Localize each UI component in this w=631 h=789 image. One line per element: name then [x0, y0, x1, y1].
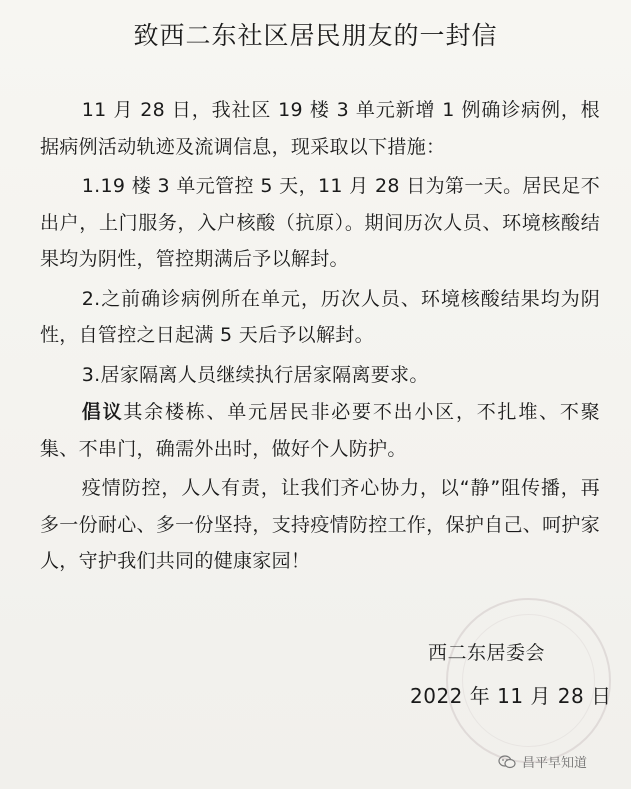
signature-committee: 西二东居委会	[428, 642, 546, 664]
letter-title: 致西二东社区居民朋友的一封信	[133, 21, 498, 50]
proposal-lead: 倡议	[81, 401, 124, 423]
paragraph-closing: 疫情防控，人人有责，让我们齐心协力，以“静”阻传播，再多一份耐心、多一份坚持，支持疫情防控工作，保护自己、呵护家人，守护我们共同的健康家园！	[40, 477, 600, 572]
proposal-text: 其余楼栋、单元居民非必要不出小区，不扎堆、不聚集、不串门，确需外出时，做好个人防护。	[40, 401, 600, 460]
account-watermark	[498, 752, 587, 771]
signature-date: 2022 年 11 月 28 日	[410, 684, 612, 708]
paragraph-intro: 11 月 28 日，我社区 19 楼 3 单元新增 1 例确诊病例，根据病例活动轨迹及流调信息，现采取以下措施：	[40, 99, 600, 158]
paragraph-proposal	[40, 394, 600, 467]
watermark-label: 昌平早知道	[522, 756, 588, 771]
letter-body	[40, 92, 600, 583]
paragraph-measure-2: 2.之前确诊病例所在单元，历次人员、环境核酸结果均为阴性，自管控之日起满 5 天后予以解封。	[40, 287, 600, 346]
wechat-icon	[498, 755, 516, 769]
paragraph-measure-1: 1.19 楼 3 单元管控 5 天，11 月 28 日为第一天。居民足不出户，上门服务，入户核酸（抗原）。期间历次人员、环境核酸结果均为阴性，管控期满后予以解封。	[40, 175, 600, 270]
paragraph-measure-3: 3.居家隔离人员继续执行居家隔离要求。	[81, 363, 429, 386]
